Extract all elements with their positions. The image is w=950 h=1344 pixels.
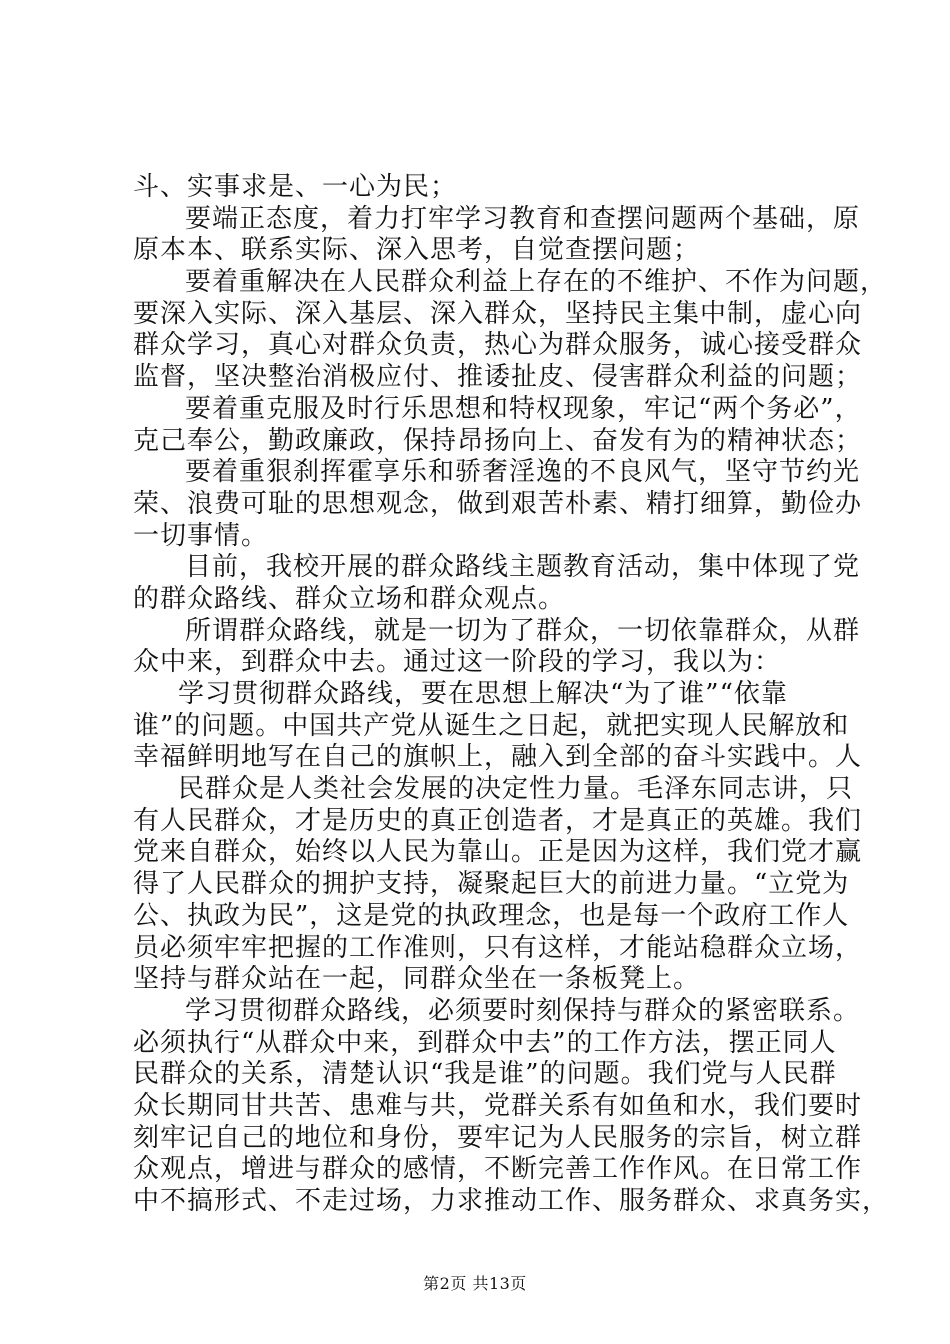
text-line: 有人民群众，才是历史的真正创造者，才是真正的英雄。我们: [133, 805, 863, 836]
text-line: 要着重狠刹挥霍享乐和骄奢淫逸的不良风气，坚守节约光: [185, 457, 861, 488]
text-line: 民群众的关系，清楚认识“我是谁”的问题。我们党与人民群: [133, 1059, 837, 1090]
text-line: 学习贯彻群众路线，必须要时刻保持与群众的紧密联系。: [185, 995, 861, 1026]
text-line: 一切事情。: [133, 520, 269, 551]
text-line: 克己奉公，勤政廉政，保持昂扬向上、奋发有为的精神状态；: [133, 425, 863, 456]
text-line: 群众学习，真心对群众负责，热心为群众服务，诚心接受群众: [133, 330, 863, 361]
text-line: 斗、实事求是、一心为民；: [133, 172, 458, 202]
text-line: 坚持与群众站在一起，同群众坐在一条板凳上。: [133, 964, 701, 995]
text-line: 必须执行“从群众中来，到群众中去”的工作方法，摆正同人: [133, 1027, 837, 1058]
text-line: 目前，我校开展的群众路线主题教育活动，集中体现了党: [185, 552, 861, 583]
text-line: 员必须牢牢把握的工作准则，只有这样，才能站稳群众立场，: [133, 932, 863, 963]
document-body: [133, 172, 890, 1218]
text-line: 公、执政为民”，这是党的执政理念，也是每一个政府工作人: [133, 900, 850, 931]
text-line: 学习贯彻群众路线，要在思想上解决“为了谁”“依靠: [178, 679, 788, 709]
text-line: 众观点，增进与群众的感情，不断完善工作作风。在日常工作: [133, 1154, 863, 1185]
text-line: 要端正态度，着力打牢学习教育和查摆问题两个基础，原: [185, 203, 861, 234]
text-line: 原本本、联系实际、深入思考，自觉查摆问题；: [133, 235, 701, 266]
text-line: 众中来，到群众中去。通过这一阶段的学习，我以为：: [133, 647, 782, 678]
text-line: 党来自群众，始终以人民为靠山。正是因为这样，我们党才赢: [133, 837, 863, 868]
text-line: 中不搞形式、不走过场，力求推动工作、服务群众、求真务实，: [133, 1186, 890, 1216]
text-line: 荣、浪费可耻的思想观念，做到艰苦朴素、精打细算，勤俭办: [133, 488, 863, 519]
text-line: 民群众是人类社会发展的决定性力量。毛泽东同志讲，只: [178, 774, 854, 805]
text-line: 要深入实际、深入基层、深入群众，坚持民主集中制，虚心向: [133, 298, 863, 329]
text-line: 要着重克服及时行乐思想和特权现象，牢记“两个务必”，: [185, 393, 862, 424]
text-line: 监督，坚决整治消极应付、推诿扯皮、侵害群众利益的问题；: [133, 362, 863, 393]
text-line: 刻牢记自己的地位和身份，要牢记为人民服务的宗旨，树立群: [133, 1122, 863, 1153]
text-line: 得了人民群众的拥护支持，凝聚起巨大的前进力量。“立党为: [133, 869, 850, 900]
text-line: 谁”的问题。中国共产党从诞生之日起，就把实现人民解放和: [133, 710, 850, 741]
text-line: 要着重解决在人民群众利益上存在的不维护、不作为问题，: [185, 267, 888, 298]
text-line: 所谓群众路线，就是一切为了群众，一切依靠群众，从群: [185, 615, 861, 646]
text-line: 的群众路线、群众立场和群众观点。: [133, 583, 566, 614]
text-line: 众长期同甘共苦、患难与共，党群关系有如鱼和水，我们要时: [133, 1090, 863, 1121]
page-number-footer: 第2页 共13页: [423, 1274, 527, 1293]
text-line: 幸福鲜明地写在自己的旗帜上，融入到全部的奋斗实践中。人: [133, 742, 863, 773]
